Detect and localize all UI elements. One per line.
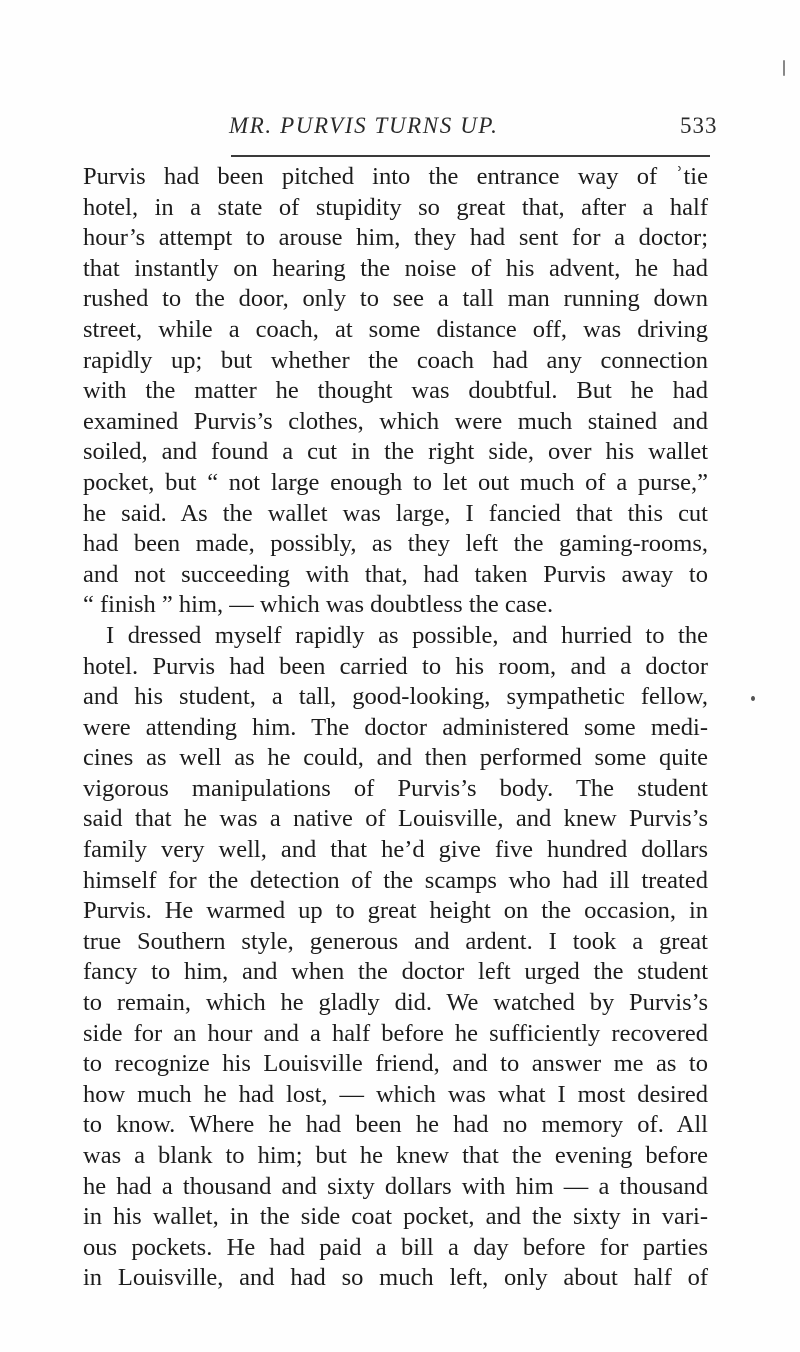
text-line: I dressed myself rapidly as possible, and hurried to the xyxy=(106,621,708,649)
text-line: how much he had lost, — which was what I most desired xyxy=(83,1080,708,1108)
text-line: to know. Where he had been he had no memory of. All xyxy=(83,1111,708,1139)
text-line: true Southern style, generous and ardent. I took a great xyxy=(83,927,708,955)
text-line: Purvis. He warmed up to great height on the occasion, in xyxy=(83,897,708,925)
text-line: ous pockets. He had paid a bill a day before for parties xyxy=(83,1233,708,1261)
running-head: MR. PURVIS TURNS UP. xyxy=(229,113,499,138)
text-line: in Louisville, and had so much left, only about half of xyxy=(83,1264,708,1292)
text-line: hour’s attempt to arouse him, they had sent for a doctor; xyxy=(83,224,708,252)
text-line: were attending him. The doctor administered some medi- xyxy=(83,713,708,741)
text-line: hotel, in a state of stupidity so great that, after a half xyxy=(83,193,708,221)
text-line: to recognize his Louisville friend, and to answer me as to xyxy=(83,1050,708,1078)
text-line: street, while a coach, at some distance off, was driving xyxy=(83,315,708,343)
header-rule xyxy=(231,155,710,157)
text-line: to remain, which he gladly did. We watched by Purvis’s xyxy=(83,989,708,1017)
text-line: pocket, but “ not large enough to let out much of a purse,” xyxy=(83,468,708,496)
text-line: was a blank to him; but he knew that the evening before xyxy=(83,1142,708,1169)
text-line: and not succeeding with that, had taken Purvis away to xyxy=(83,560,708,588)
text-line: he said. As the wallet was large, I fancied that this cut xyxy=(83,499,708,527)
text-line: rushed to the door, only to see a tall man running down xyxy=(83,285,708,313)
text-line: rapidly up; but whether the coach had any connection xyxy=(83,346,708,374)
text-line: he had a thousand and sixty dollars with him — a thousand xyxy=(83,1172,708,1200)
body-text xyxy=(83,162,708,1294)
text-line: hotel. Purvis had been carried to his room, and a doctor xyxy=(83,652,708,680)
text-line: examined Purvis’s clothes, which were much stained and xyxy=(83,407,708,435)
text-line: said that he was a native of Louisville, and knew Purvis’s xyxy=(83,805,708,833)
text-line: had been made, possibly, as they left the gaming-rooms, xyxy=(83,530,708,558)
text-line: “ finish ” him, — which was doubtless the case. xyxy=(83,591,554,619)
text-line: cines as well as he could, and then performed some quite xyxy=(83,744,708,772)
scan-speck xyxy=(751,696,755,701)
text-line: family very well, and that he’d give five hundred dollars xyxy=(83,836,708,864)
text-line: side for an hour and a half before he sufficiently recovered xyxy=(83,1019,708,1047)
text-line: Purvis had been pitched into the entrance way of ʾtie xyxy=(83,163,708,190)
text-line: himself for the detection of the scamps who had ill treated xyxy=(83,866,708,894)
scan-speck xyxy=(783,60,785,76)
text-line: that instantly on hearing the noise of his advent, he had xyxy=(83,254,708,282)
text-line: in his wallet, in the side coat pocket, and the sixty in vari- xyxy=(83,1203,708,1231)
text-line: with the matter he thought was doubtful. But he had xyxy=(83,377,708,405)
text-line: soiled, and found a cut in the right side, over his wallet xyxy=(83,438,708,466)
text-line: vigorous manipulations of Purvis’s body. The student xyxy=(83,774,708,802)
page-number: 533 xyxy=(680,113,718,138)
text-line: and his student, a tall, good-looking, sympathetic fellow, xyxy=(83,683,708,711)
text-line: fancy to him, and when the doctor left urged the student xyxy=(83,958,708,986)
